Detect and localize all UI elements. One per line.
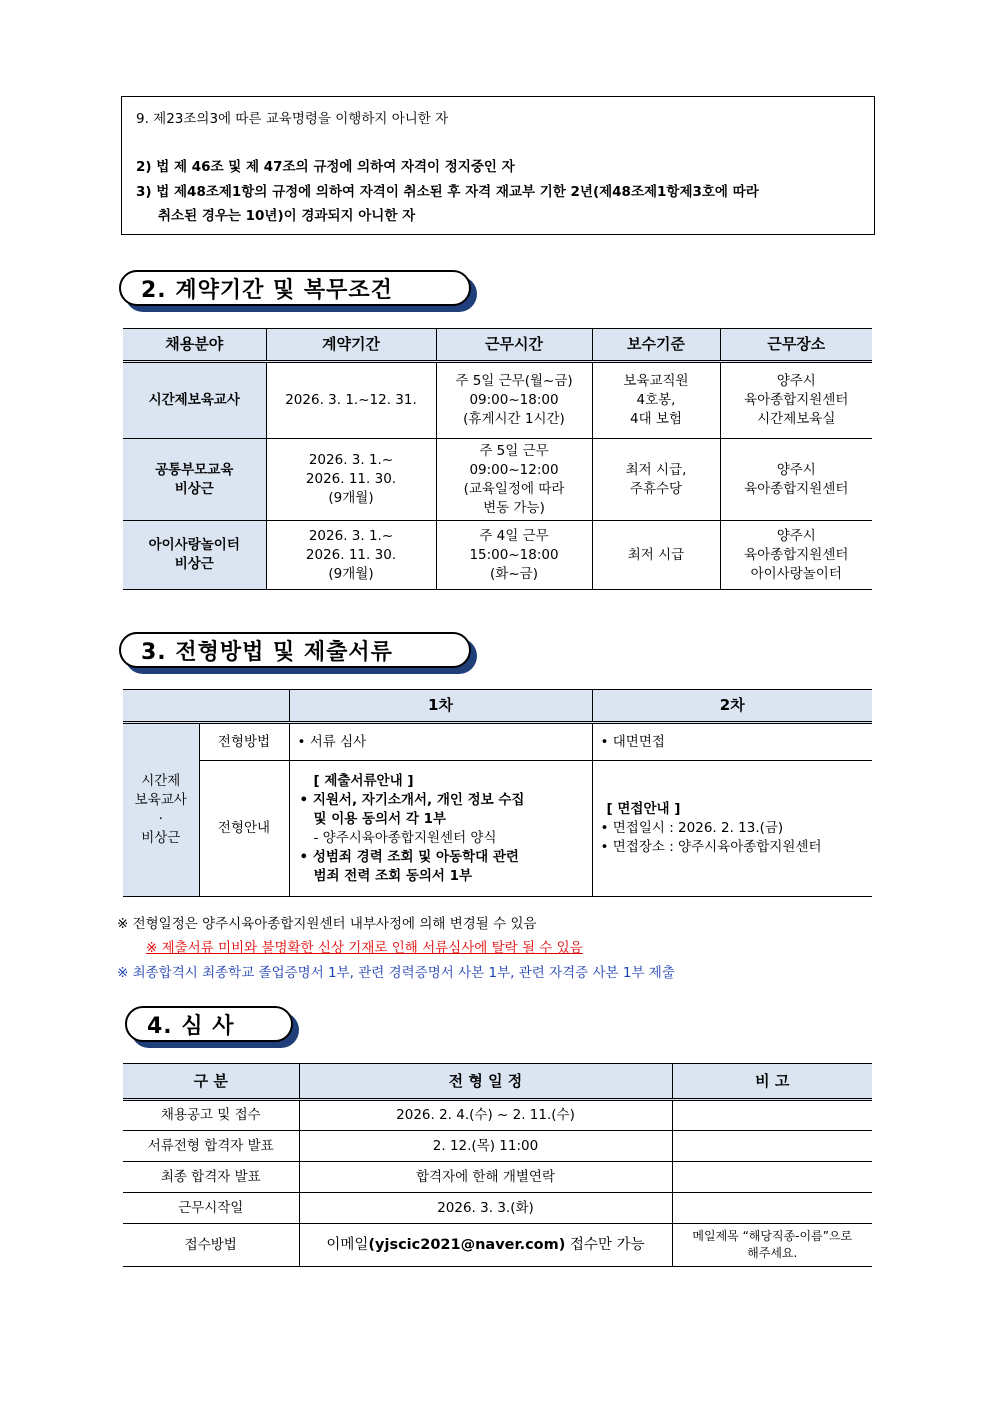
col-header-round1: 1차 — [289, 690, 592, 723]
row-schedule: 2026. 3. 3.(화) — [299, 1193, 672, 1224]
table-row — [123, 439, 872, 521]
row-pay: 최저 시급, 주휴수당 — [592, 439, 720, 521]
eligibility-item-3-cont: 취소된 경우는 10년)이 경과되지 아니한 자 — [158, 208, 416, 224]
eligibility-item-2: 2) 법 제 46조 및 제 47조의 규정에 의하여 자격이 정지중인 자 — [136, 159, 515, 175]
table-row — [123, 1224, 872, 1267]
row-place: 양주시 육아종합지원센터 아이사랑놀이터 — [720, 521, 872, 590]
row-label: 채용공고 및 접수 — [123, 1100, 299, 1131]
row-pay: 보육교직원 4호봉, 4대 보험 — [592, 362, 720, 439]
interview-guide: [ 면접안내 ] • 면접일시 : 2026. 2. 13.(금) • 면접장소 : 양주시육아종합지원센터 — [592, 761, 872, 897]
docs-guide: [ 제출서류안내 ] • 지원서, 자기소개서, 개인 정보 수집 및 이용 동의서 각 1부 - 양주시육아종합지원센터 양식 • 성범죄 경력 조회 및 아동학대 관련 범죄 전력 조회 동의서 1부 — [289, 761, 592, 897]
submit-method-label: 접수방법 — [123, 1224, 299, 1267]
row-hours: 주 5일 근무(월~금) 09:00~18:00 (휴게시간 1시간) — [436, 362, 592, 439]
submit-method: 이메일(yjscic2021@naver.com) 접수만 가능 — [299, 1224, 672, 1267]
col-header-round2: 2차 — [592, 690, 872, 723]
row-schedule: 합격자에 한해 개별연락 — [299, 1162, 672, 1193]
table-row — [123, 1162, 872, 1193]
review-schedule-table — [123, 1063, 872, 1267]
selection-table — [123, 689, 872, 897]
section-3-title: 3. 전형방법 및 제출서류 — [119, 632, 471, 668]
section-3-heading — [119, 632, 471, 668]
note-docs-warning: ※ 제출서류 미비와 불명확한 신상 기재로 인해 서류심사에 탈락 될 수 있음 — [146, 940, 583, 956]
row-period: 2026. 3. 1.~ 2026. 11. 30. (9개월) — [266, 521, 436, 590]
method-round1: • 서류 심사 — [289, 723, 592, 761]
eligibility-item-9: 9. 제23조의3에 따른 교육명령을 이행하지 아니한 자 — [136, 111, 449, 127]
col-header-period: 계약기간 — [266, 329, 436, 362]
row-period: 2026. 3. 1.~12. 31. — [266, 362, 436, 439]
row-field: 시간제보육교사 — [123, 362, 266, 439]
table-row — [123, 1100, 872, 1131]
row-place: 양주시 육아종합지원센터 시간제보육실 — [720, 362, 872, 439]
row-hours: 주 5일 근무 09:00~12:00 (교육일정에 따라 변동 가능) — [436, 439, 592, 521]
row-pay: 최저 시급 — [592, 521, 720, 590]
method-round2: • 대면면접 — [592, 723, 872, 761]
row-label: 서류전형 합격자 발표 — [123, 1131, 299, 1162]
section-4-title: 4. 심 사 — [125, 1006, 293, 1042]
col-header-field: 채용분야 — [123, 329, 266, 362]
note-final-docs: ※ 최종합격시 최종학교 졸업증명서 1부, 관련 경력증명서 사본 1부, 관련 자격증 사본 1부 제출 — [117, 965, 675, 981]
row-remark — [672, 1100, 872, 1131]
section-4-heading — [125, 1006, 293, 1042]
table-row — [123, 1193, 872, 1224]
table-row — [123, 362, 872, 439]
section-2-title: 2. 계약기간 및 복무조건 — [119, 270, 471, 306]
eligibility-item-3: 3) 법 제48조제1항의 규정에 의하여 자격이 취소된 후 자격 재교부 기한 2년(제48조제1항제3호에 따라 — [136, 184, 759, 200]
row-field: 아이사랑놀이터 비상근 — [123, 521, 266, 590]
row-label: 최종 합격자 발표 — [123, 1162, 299, 1193]
contract-table — [123, 328, 872, 590]
note-schedule-change: ※ 전형일정은 양주시육아종합지원센터 내부사정에 의해 변경될 수 있음 — [117, 916, 537, 932]
row-hours: 주 4일 근무 15:00~18:00 (화~금) — [436, 521, 592, 590]
section-2-heading — [119, 270, 471, 306]
blank-header — [123, 690, 289, 723]
row-label-guide: 전형안내 — [199, 761, 289, 897]
row-label-method: 전형방법 — [199, 723, 289, 761]
col-header-hours: 근무시간 — [436, 329, 592, 362]
row-place: 양주시 육아종합지원센터 — [720, 439, 872, 521]
row-remark — [672, 1131, 872, 1162]
table-row — [123, 521, 872, 590]
row-remark — [672, 1162, 872, 1193]
col-header-schedule: 전 형 일 정 — [299, 1064, 672, 1100]
table-row — [123, 1131, 872, 1162]
col-header-remark: 비 고 — [672, 1064, 872, 1100]
row-field: 공통부모교육 비상근 — [123, 439, 266, 521]
row-remark — [672, 1193, 872, 1224]
eligibility-box — [121, 96, 875, 235]
col-header-place: 근무장소 — [720, 329, 872, 362]
row-schedule: 2026. 2. 4.(수) ~ 2. 11.(수) — [299, 1100, 672, 1131]
group-label: 시간제 보육교사 · 비상근 — [123, 723, 199, 897]
row-schedule: 2. 12.(목) 11:00 — [299, 1131, 672, 1162]
row-label: 근무시작일 — [123, 1193, 299, 1224]
col-header-category: 구 분 — [123, 1064, 299, 1100]
submit-email: (yjscic2021@naver.com) — [368, 1236, 566, 1253]
col-header-pay: 보수기준 — [592, 329, 720, 362]
row-period: 2026. 3. 1.~ 2026. 11. 30. (9개월) — [266, 439, 436, 521]
submit-remark: 메일제목 “해당직종-이름”으로 해주세요. — [672, 1224, 872, 1267]
